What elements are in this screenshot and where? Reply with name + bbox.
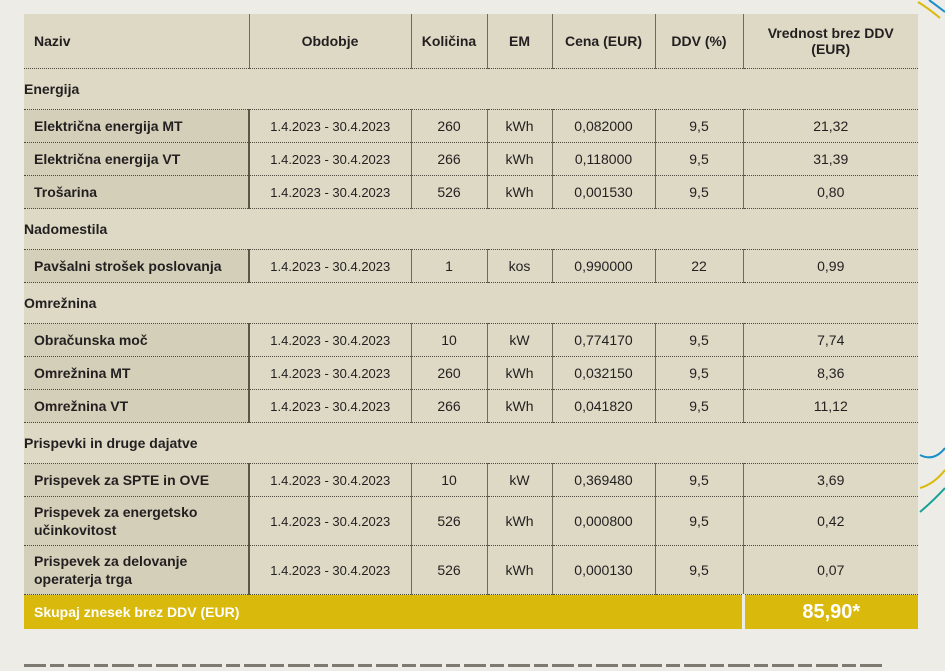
table-header-row: [24, 14, 918, 69]
section-header: [24, 423, 918, 464]
row-price: 0,032150: [552, 357, 655, 390]
row-period: 1.4.2023 - 30.4.2023: [249, 546, 411, 595]
row-price: 0,369480: [552, 464, 655, 497]
section-header: [24, 69, 918, 110]
row-price: 0,082000: [552, 110, 655, 143]
section-header: [24, 209, 918, 250]
row-price: 0,774170: [552, 324, 655, 357]
row-value: 21,32: [743, 110, 918, 143]
row-value: 0,99: [743, 250, 918, 283]
header-period: Obdobje: [249, 14, 411, 69]
table-row: [24, 250, 918, 283]
footnote-text-cropped: [24, 660, 884, 671]
row-unit: kWh: [487, 390, 552, 423]
row-price: 0,118000: [552, 143, 655, 176]
row-period: 1.4.2023 - 30.4.2023: [249, 464, 411, 497]
table-row: [24, 357, 918, 390]
row-quantity: 10: [411, 464, 487, 497]
row-vat: 22: [655, 250, 743, 283]
row-vat: 9,5: [655, 324, 743, 357]
row-quantity: 266: [411, 143, 487, 176]
row-name: Obračunska moč: [24, 324, 249, 357]
row-vat: 9,5: [655, 390, 743, 423]
row-name: Električna energija MT: [24, 110, 249, 143]
row-value: 8,36: [743, 357, 918, 390]
row-vat: 9,5: [655, 464, 743, 497]
header-vat: DDV (%): [655, 14, 743, 69]
row-name: Omrežnina VT: [24, 390, 249, 423]
table-row: [24, 176, 918, 209]
row-price: 0,000800: [552, 497, 655, 546]
table-row: [24, 143, 918, 176]
row-quantity: 526: [411, 497, 487, 546]
row-unit: kWh: [487, 497, 552, 546]
row-vat: 9,5: [655, 357, 743, 390]
row-name: Prispevek za energetsko učinkovitost: [24, 497, 249, 546]
row-name: Električna energija VT: [24, 143, 249, 176]
row-vat: 9,5: [655, 143, 743, 176]
row-quantity: 526: [411, 546, 487, 595]
row-period: 1.4.2023 - 30.4.2023: [249, 357, 411, 390]
section-title: Nadomestila: [24, 209, 918, 250]
header-price: Cena (EUR): [552, 14, 655, 69]
row-unit: kWh: [487, 143, 552, 176]
row-unit: kWh: [487, 546, 552, 595]
total-label: Skupaj znesek brez DDV (EUR): [24, 595, 743, 630]
row-price: 0,041820: [552, 390, 655, 423]
row-unit: kW: [487, 464, 552, 497]
row-name: Prispevek za SPTE in OVE: [24, 464, 249, 497]
header-value: Vrednost brez DDV (EUR): [743, 14, 918, 69]
row-quantity: 1: [411, 250, 487, 283]
row-value: 31,39: [743, 143, 918, 176]
row-period: 1.4.2023 - 30.4.2023: [249, 324, 411, 357]
row-vat: 9,5: [655, 110, 743, 143]
row-quantity: 526: [411, 176, 487, 209]
row-period: 1.4.2023 - 30.4.2023: [249, 497, 411, 546]
row-value: 0,80: [743, 176, 918, 209]
section-title: Omrežnina: [24, 283, 918, 324]
row-quantity: 266: [411, 390, 487, 423]
section-title: Prispevki in druge dajatve: [24, 423, 918, 464]
row-price: 0,990000: [552, 250, 655, 283]
header-quantity: Količina: [411, 14, 487, 69]
header-unit: EM: [487, 14, 552, 69]
row-price: 0,000130: [552, 546, 655, 595]
row-value: 0,07: [743, 546, 918, 595]
row-unit: kos: [487, 250, 552, 283]
row-period: 1.4.2023 - 30.4.2023: [249, 250, 411, 283]
total-value: 85,90*: [743, 595, 918, 630]
row-vat: 9,5: [655, 497, 743, 546]
total-row: [24, 595, 918, 630]
table-row: [24, 110, 918, 143]
row-period: 1.4.2023 - 30.4.2023: [249, 390, 411, 423]
row-quantity: 10: [411, 324, 487, 357]
section-title: Energija: [24, 69, 918, 110]
row-unit: kWh: [487, 110, 552, 143]
row-period: 1.4.2023 - 30.4.2023: [249, 110, 411, 143]
invoice-table: [24, 14, 918, 629]
section-header: [24, 283, 918, 324]
table-row: [24, 324, 918, 357]
row-vat: 9,5: [655, 546, 743, 595]
row-vat: 9,5: [655, 176, 743, 209]
row-value: 7,74: [743, 324, 918, 357]
row-unit: kWh: [487, 176, 552, 209]
row-name: Omrežnina MT: [24, 357, 249, 390]
row-unit: kW: [487, 324, 552, 357]
table-row: [24, 546, 918, 595]
table-row: [24, 390, 918, 423]
row-value: 11,12: [743, 390, 918, 423]
table-row: [24, 464, 918, 497]
row-name: Pavšalni strošek poslovanja: [24, 250, 249, 283]
row-quantity: 260: [411, 357, 487, 390]
row-quantity: 260: [411, 110, 487, 143]
row-price: 0,001530: [552, 176, 655, 209]
row-unit: kWh: [487, 357, 552, 390]
row-value: 0,42: [743, 497, 918, 546]
row-name: Trošarina: [24, 176, 249, 209]
row-value: 3,69: [743, 464, 918, 497]
table-row: [24, 497, 918, 546]
row-name: Prispevek za delovanje operaterja trga: [24, 546, 249, 595]
row-period: 1.4.2023 - 30.4.2023: [249, 176, 411, 209]
header-name: Naziv: [24, 14, 249, 69]
row-period: 1.4.2023 - 30.4.2023: [249, 143, 411, 176]
